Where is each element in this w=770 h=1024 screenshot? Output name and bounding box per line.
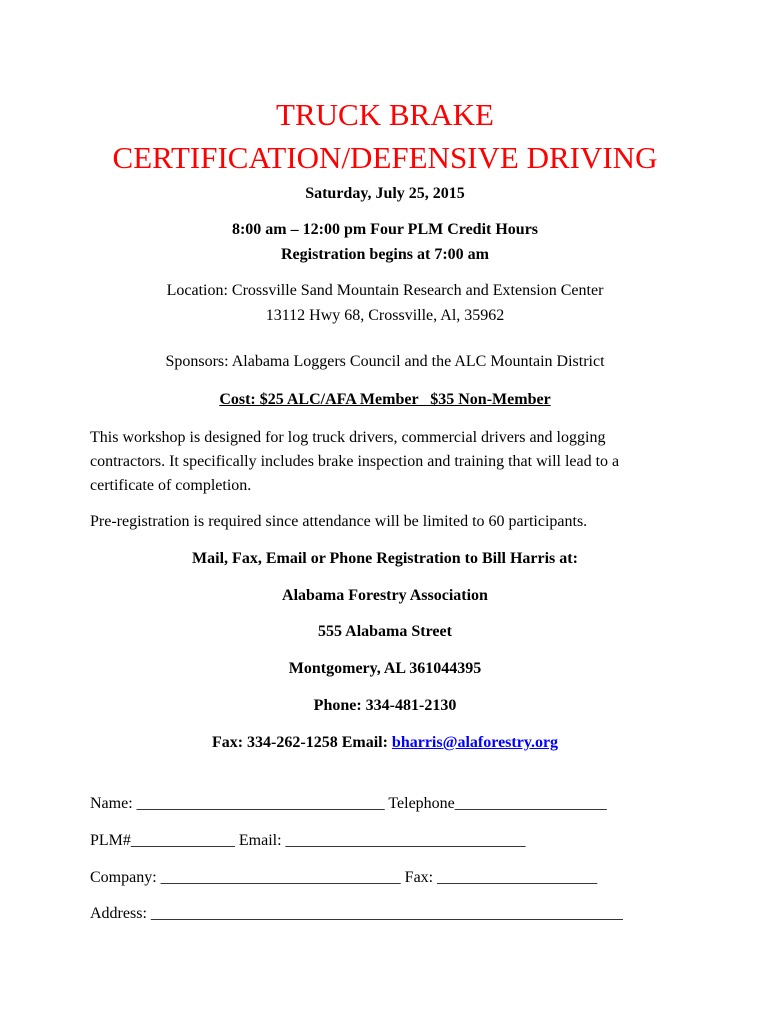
address-field[interactable]: Address: ___________________________________________________________ (90, 905, 623, 922)
organization-name: Alabama Forestry Association (282, 587, 488, 604)
fax-label: Fax: 334-262-1258 Email: (211, 734, 392, 751)
phone-number: Phone: 334-481-2130 (313, 697, 457, 714)
event-time: 8:00 am – 12:00 pm Four PLM Credit Hours (231, 221, 539, 238)
name-telephone-field[interactable]: Name: _______________________________ Telephone___________________ (90, 795, 607, 812)
location-line-2: 13112 Hwy 68, Crossville, Al, 35962 (265, 307, 505, 324)
street-address: 555 Alabama Street (318, 623, 452, 640)
preregistration-note: Pre-registration is required since attendance will be limited to 60 participants. (90, 513, 588, 530)
description-line-2: contractors. It specifically includes brake inspection and training that will lead to a (90, 453, 620, 470)
location-line-1: Location: Crossville Sand Mountain Research and Extension Center (166, 282, 604, 299)
cost (0, 390, 770, 410)
company-fax-field[interactable]: Company: ______________________________ Fax: ____________________ (90, 869, 598, 886)
event-date: Saturday, July 25, 2015 (305, 185, 465, 202)
city-state-zip: Montgomery, AL 361044395 (288, 660, 482, 677)
plm-email-field[interactable]: PLM#_____________ Email: ______________________________ (90, 832, 526, 849)
title-line-1: TRUCK BRAKE (276, 97, 494, 132)
description-line-3: certificate of completion. (90, 477, 252, 494)
email-link[interactable]: bharris@alaforestry.org (391, 734, 559, 751)
description-line-1: This workshop is designed for log truck drivers, commercial drivers and logging (90, 429, 606, 446)
registration-time: Registration begins at 7:00 am (281, 246, 489, 263)
sponsors: Sponsors: Alabama Loggers Council and the ALC Mountain District (165, 353, 605, 370)
title-line-2: CERTIFICATION/DEFENSIVE DRIVING (112, 140, 658, 175)
fax-email-line (0, 733, 770, 753)
cost-text: Cost: $25 ALC/AFA Member $35 Non-Member (219, 391, 551, 408)
registration-heading: Mail, Fax, Email or Phone Registration to Bill Harris at: (192, 550, 578, 567)
